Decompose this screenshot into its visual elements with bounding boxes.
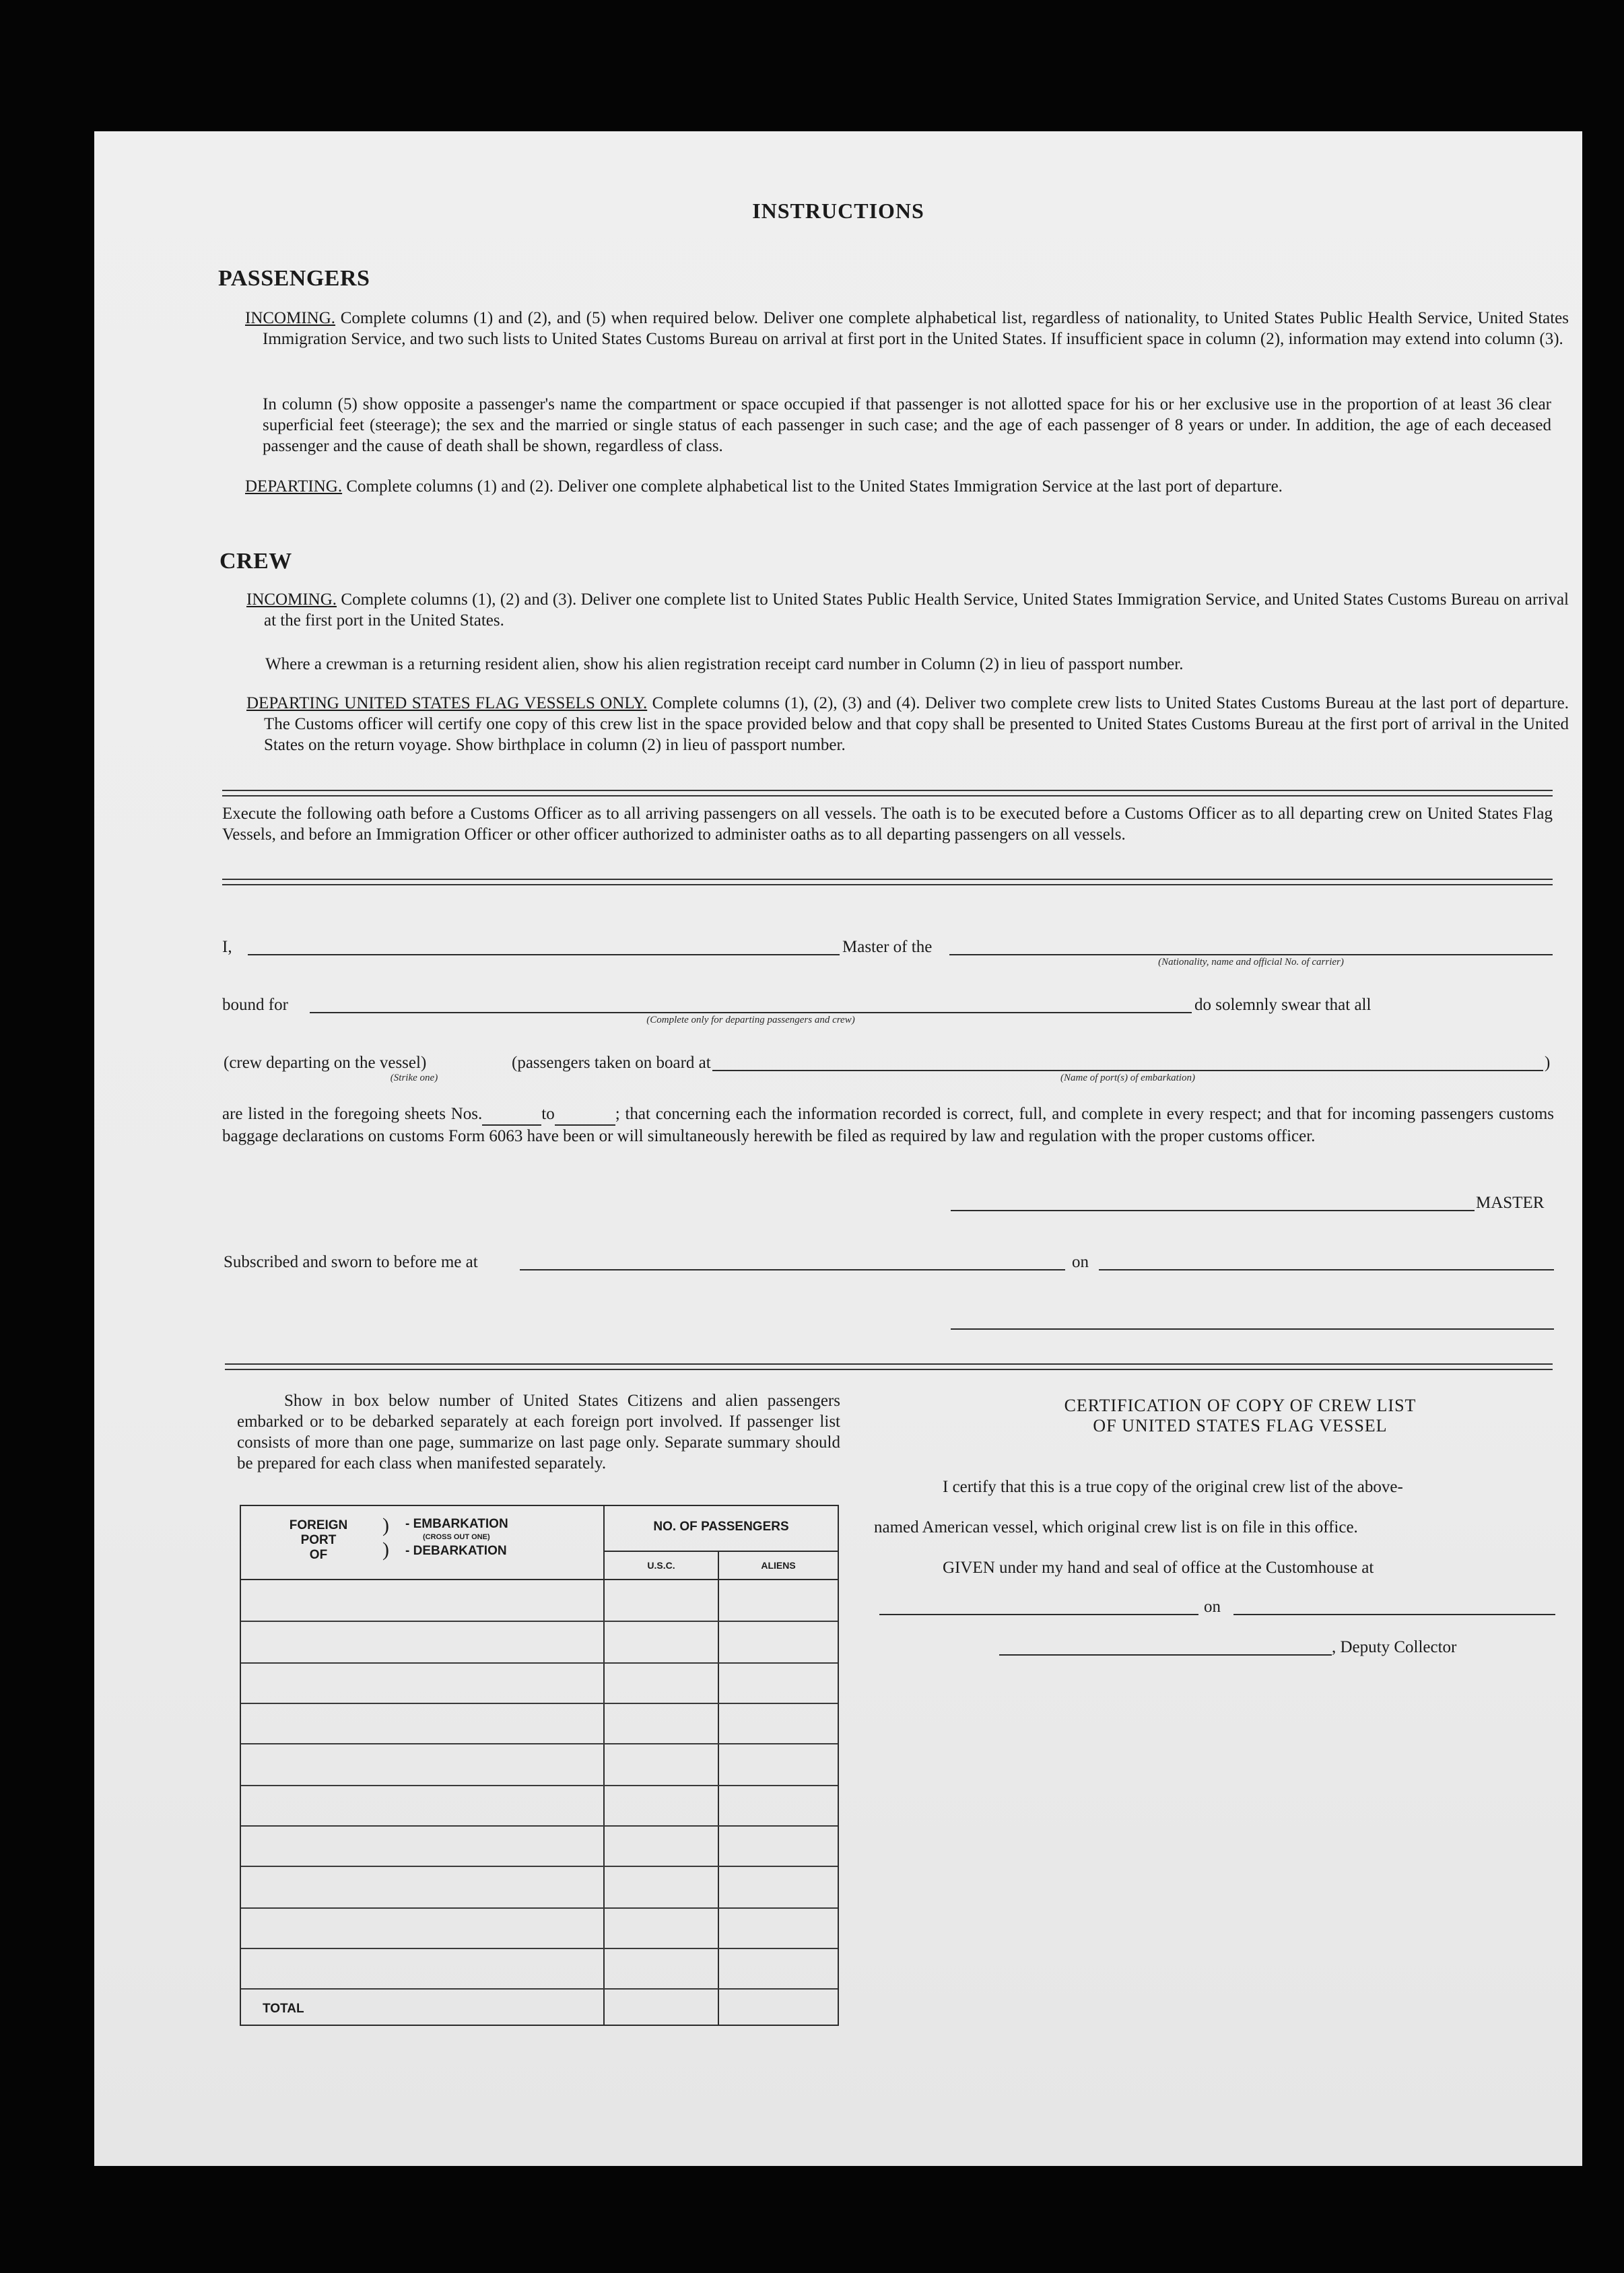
table-row[interactable] — [241, 1866, 838, 1867]
total-label: TOTAL — [263, 2002, 304, 2016]
page-title: INSTRUCTIONS — [752, 199, 924, 223]
oath-ports-caption: (Name of port(s) of embarkation) — [1060, 1073, 1195, 1083]
brace-bottom: ) — [382, 1538, 389, 1561]
col-usc: U.S.C. — [647, 1560, 675, 1571]
oath-strike-one: (Strike one) — [390, 1073, 438, 1083]
officer-signature-line[interactable] — [951, 1328, 1554, 1330]
crew-departing-paragraph — [246, 693, 1569, 755]
oath-bound-caption: (Complete only for departing passengers and crew) — [646, 1015, 855, 1025]
oath-close-paren: ) — [1545, 1054, 1551, 1072]
col-no-of-passengers: NO. OF PASSENGERS — [653, 1520, 789, 1534]
oath-bound-line[interactable] — [310, 1012, 1192, 1013]
crew-resident-paragraph: Where a crewman is a returning resident alien, show his alien registration receipt card number in Column (2) in lieu of passport number. — [265, 655, 1184, 673]
divider-3 — [225, 1363, 1553, 1370]
col-embarkation: - EMBARKATION — [405, 1517, 508, 1531]
col-of: OF — [309, 1548, 328, 1562]
oath-ports-line[interactable] — [712, 1070, 1543, 1071]
passengers-column5-paragraph: In column (5) show opposite a passenger's name the compartment or space occupied if that passenger is not allotted space for his or her exclusive use in the proportion of at least 36 clear superficial feet (steerage); the sex and the married or single status of each passenger in such case; and the age of each passenger of 8 years or under. In addition, the age of each deceased passenger and the cause of death shall be shown, regardless of class. — [263, 395, 1551, 455]
oath-swear: do solemnly swear that all — [1194, 996, 1372, 1014]
oath-carrier-line[interactable] — [949, 954, 1553, 955]
passengers-departing-label: DEPARTING. — [245, 477, 343, 496]
master-label: MASTER — [1476, 1194, 1545, 1212]
passengers-incoming-text: Complete columns (1) and (2), and (5) when required below. Deliver one complete alphabetical list, regardless of nationality, to United States Public Health Service, United States Immigration Service, and two such lists to United States Customs Bureau on arrival at first port in the United States. If insufficient space in column (2), information may extend into column (3). — [263, 309, 1569, 348]
crew-departing-text: Complete columns (1), (2), (3) and (4). Deliver two complete crew lists to United States Customs Bureau at the last port of departure. The Customs officer will certify one copy of this crew list in the space provided below and that copy shall be presented to United States Customs Bureau at the first port of arrival in the United States on the return voyage. Show birthplace in column (2) in lieu of passport number. — [264, 694, 1569, 754]
certification-date-line[interactable] — [1233, 1614, 1555, 1615]
certification-title-1: CERTIFICATION OF COPY OF CREW LIST — [1064, 1396, 1417, 1415]
oath-intro: Execute the following oath before a Customs Officer as to all arriving passengers on all vessels. The oath is to be executed before a Customs Officer as to all departing crew on United States Flag Vessels, and before an Immigration Officer or other officer authorized to administer oaths as to all departing passengers on all vessels. — [222, 805, 1553, 844]
passenger-summary-table — [240, 1505, 839, 2026]
crew-incoming-paragraph — [246, 589, 1569, 631]
table-row[interactable] — [241, 1907, 838, 1909]
certification-place-line[interactable] — [879, 1614, 1198, 1615]
crew-departing-label: DEPARTING UNITED STATES FLAG VESSELS ONLY. — [246, 694, 648, 712]
col-debarkation: - DEBARKATION — [405, 1544, 507, 1558]
col-foreign: FOREIGN — [289, 1518, 348, 1532]
table-row[interactable] — [241, 1948, 838, 1949]
oath-listed-paragraph — [222, 1104, 1554, 1147]
oath-on: on — [1072, 1253, 1089, 1271]
oath-to: to — [541, 1105, 555, 1123]
passengers-incoming-paragraph — [245, 308, 1569, 349]
oath-listed-text: ; that concerning each the information recorded is correct, full, and complete in every respect; and that for incoming passengers customs baggage declarations on customs Form 6063 have been or will simultaneously herewith be filed as required by law and regulation with the proper customs officer. — [222, 1105, 1554, 1145]
table-row[interactable] — [241, 1785, 838, 1786]
oath-crew-departing: (crew departing on the vessel) — [224, 1054, 427, 1072]
oath-name-line[interactable] — [248, 954, 929, 955]
table-header-bottom — [241, 1579, 838, 1580]
crew-heading: CREW — [219, 549, 292, 574]
crew-incoming-label: INCOMING. — [246, 590, 337, 609]
oath-master-of-the: Master of the — [840, 937, 935, 957]
table-row[interactable] — [241, 1621, 838, 1622]
sheet-to-line[interactable] — [555, 1104, 615, 1126]
certification-line-3: GIVEN under my hand and seal of office at the Customhouse at — [943, 1559, 1374, 1577]
divider-2 — [222, 879, 1553, 885]
table-row[interactable] — [241, 1662, 838, 1664]
subscribed-date-line[interactable] — [1099, 1269, 1554, 1270]
document-page — [94, 131, 1582, 2166]
subscribed-place-line[interactable] — [520, 1269, 1065, 1270]
passengers-incoming-label: INCOMING. — [245, 309, 336, 327]
summary-instructions: Show in box below number of United States Citizens and alien passengers embarked or to be debarked separately at each foreign port involved. If passenger list consists of more than one page, summarize on last page only. Separate summary should be prepared for each class when manifested separately. — [237, 1392, 840, 1472]
table-row[interactable] — [241, 1825, 838, 1827]
col-port: PORT — [300, 1533, 337, 1547]
col-aliens: ALIENS — [761, 1560, 796, 1571]
table-row[interactable] — [241, 1703, 838, 1704]
oath-i: I, — [222, 938, 232, 956]
oath-carrier-caption: (Nationality, name and official No. of carrier) — [1158, 957, 1344, 968]
deputy-signature-line[interactable] — [999, 1654, 1332, 1656]
brace-top: ) — [382, 1514, 389, 1536]
crew-incoming-text: Complete columns (1), (2) and (3). Deliver one complete list to United States Public Health Service, United States Immigration Service, and United States Customs Bureau on arrival at the first port in the United States. — [264, 590, 1569, 630]
oath-passengers-taken: (passengers taken on board at — [512, 1054, 711, 1072]
master-signature-line[interactable] — [951, 1210, 1475, 1211]
col-cross-out: (CROSS OUT ONE) — [423, 1533, 490, 1541]
passengers-departing-paragraph — [245, 476, 1569, 497]
divider-1 — [222, 790, 1553, 796]
oath-listed-prefix: are listed in the foregoing sheets Nos. — [222, 1105, 483, 1123]
certification-line-1: I certify that this is a true copy of the original crew list of the above- — [943, 1478, 1403, 1496]
certification-line-2: named American vessel, which original crew list is on file in this office. — [874, 1518, 1358, 1536]
sheet-from-line[interactable] — [482, 1104, 541, 1126]
certification-title-2: OF UNITED STATES FLAG VESSEL — [1093, 1416, 1388, 1435]
table-row[interactable] — [241, 1988, 838, 1990]
table-header-subline — [603, 1551, 838, 1552]
certification-on: on — [1204, 1598, 1221, 1616]
passengers-heading: PASSENGERS — [218, 266, 370, 291]
table-vline-1 — [603, 1506, 605, 2025]
table-row[interactable] — [241, 1743, 838, 1744]
oath-bound-for: bound for — [222, 996, 288, 1014]
passengers-departing-text: Complete columns (1) and (2). Deliver one complete alphabetical list to the United States Immigration Service at the last port of departure. — [346, 477, 1283, 496]
deputy-collector-label: , Deputy Collector — [1332, 1638, 1457, 1656]
oath-subscribed: Subscribed and sworn to before me at — [224, 1253, 478, 1271]
